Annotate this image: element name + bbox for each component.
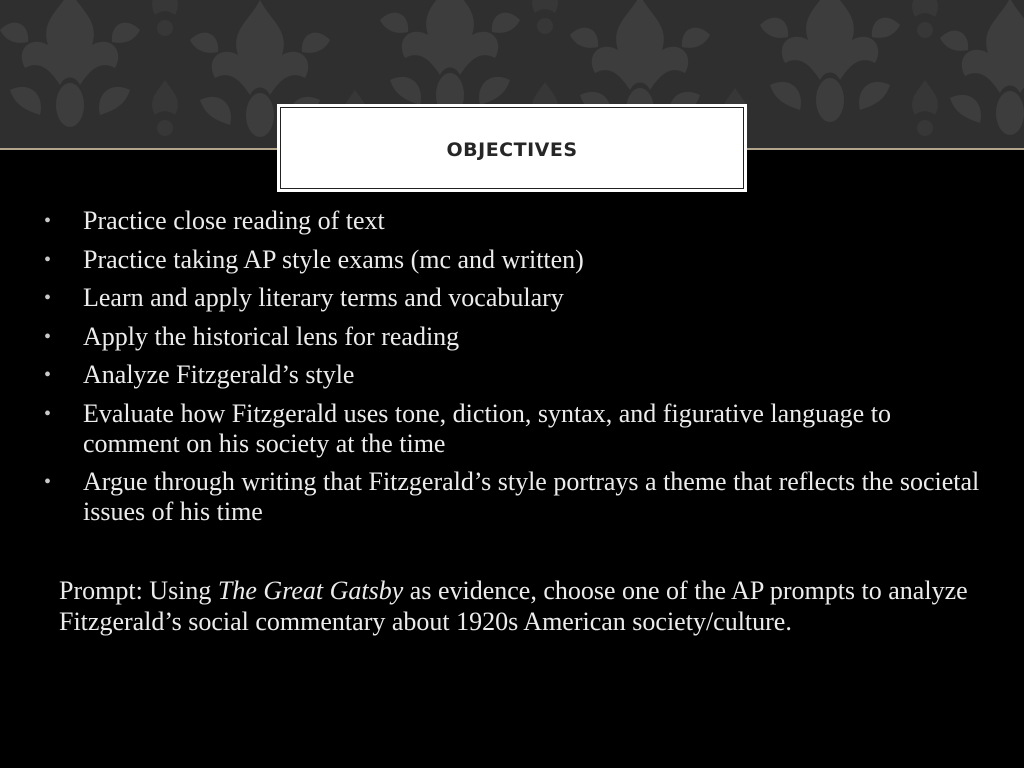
prompt-paragraph [59, 575, 989, 637]
objective-text: Evaluate how Fitzgerald uses tone, diction, syntax, and figurative language to comment on his society at the time [83, 398, 891, 458]
objective-text: Argue through writing that Fitzgerald’s style portrays a theme that reflects the societal issues of his time [83, 467, 980, 526]
objectives-list [44, 206, 984, 536]
bullet-icon: • [44, 325, 52, 348]
objective-item [44, 399, 984, 459]
objective-text: Analyze Fitzgerald’s style [83, 360, 355, 389]
objective-item [44, 206, 984, 236]
objective-item [44, 322, 984, 352]
prompt-lead: Prompt: Using [59, 576, 218, 605]
objective-item [44, 283, 984, 313]
bullet-icon: • [44, 248, 52, 271]
bullet-icon: • [44, 287, 52, 309]
bullet-icon: • [44, 210, 52, 232]
objective-item [44, 360, 984, 390]
objective-text: Apply the historical lens for reading [83, 321, 460, 351]
slide-title: OBJECTIVES [446, 139, 578, 161]
objective-text: Practice taking AP style exams (mc and written) [83, 244, 584, 274]
prompt-rest: as evidence, choose one of the AP prompts to analyze Fitzgerald’s social commentary about 1920s American society/culture. [59, 576, 968, 636]
book-title: The Great Gatsby [217, 576, 404, 605]
bullet-icon: • [44, 364, 52, 386]
objective-item [44, 245, 984, 275]
objective-text: Practice close reading of text [83, 206, 385, 235]
bullet-icon: • [44, 471, 52, 493]
bullet-icon: • [44, 402, 52, 425]
title-box [277, 104, 747, 192]
objective-item [44, 467, 984, 527]
objective-text: Learn and apply literary terms and vocabulary [83, 283, 564, 312]
